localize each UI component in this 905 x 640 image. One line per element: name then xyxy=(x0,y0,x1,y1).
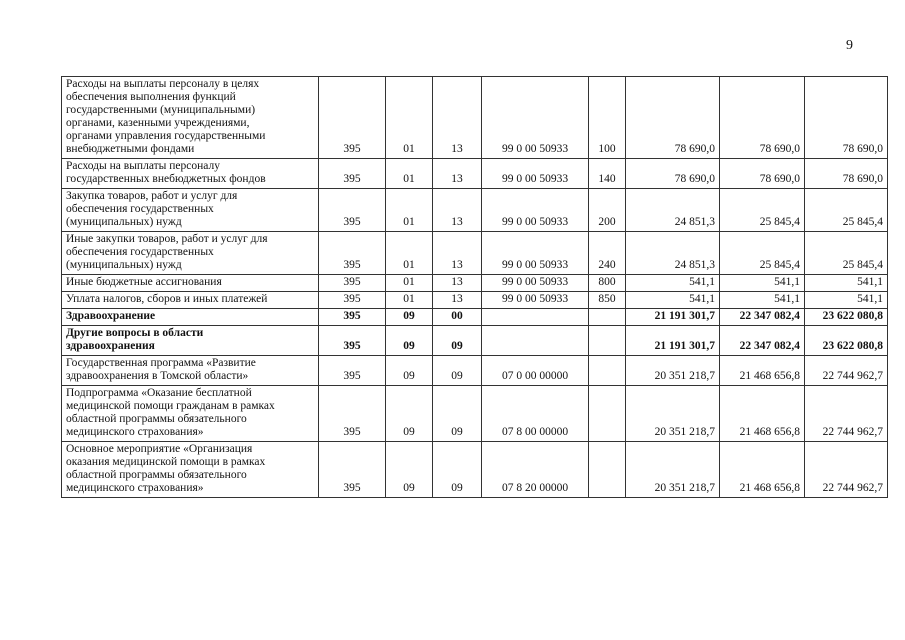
target-article-code: 07 8 20 00000 xyxy=(482,442,589,498)
amount-year-3: 541,1 xyxy=(805,292,888,309)
target-article-code: 99 0 00 50933 xyxy=(482,77,589,159)
expense-name: Иные бюджетные ассигнования xyxy=(66,276,222,288)
amount-year-3: 23 622 080,8 xyxy=(805,309,888,326)
subsection-code: 00 xyxy=(433,309,482,326)
amount-year-2: 78 690,0 xyxy=(720,77,805,159)
subsection-code: 13 xyxy=(433,77,482,159)
section-code: 01 xyxy=(386,232,433,275)
budget-table xyxy=(61,76,888,498)
expense-name: Государственная программа «Развитие здравоохранения в Томской области» xyxy=(66,357,256,382)
amount-year-1: 541,1 xyxy=(626,275,720,292)
expense-name-cell xyxy=(62,292,319,309)
target-article-code xyxy=(482,309,589,326)
amount-year-2: 541,1 xyxy=(720,275,805,292)
amount-year-1: 20 351 218,7 xyxy=(626,442,720,498)
expense-name: Иные закупки товаров, работ и услуг для обеспечения государственных (муниципальных) нужд xyxy=(66,233,268,271)
section-code: 09 xyxy=(386,386,433,442)
ministry-code: 395 xyxy=(319,356,386,386)
section-code: 01 xyxy=(386,275,433,292)
amount-year-3: 78 690,0 xyxy=(805,77,888,159)
target-article-code: 99 0 00 50933 xyxy=(482,292,589,309)
section-code: 01 xyxy=(386,159,433,189)
amount-year-3: 22 744 962,7 xyxy=(805,356,888,386)
amount-year-1: 21 191 301,7 xyxy=(626,309,720,326)
section-code: 09 xyxy=(386,309,433,326)
expense-type-code: 240 xyxy=(589,232,626,275)
section-code: 01 xyxy=(386,292,433,309)
subsection-code: 09 xyxy=(433,356,482,386)
target-article-code: 99 0 00 50933 xyxy=(482,189,589,232)
ministry-code: 395 xyxy=(319,159,386,189)
target-article-code: 07 0 00 00000 xyxy=(482,356,589,386)
table-row xyxy=(62,159,888,189)
amount-year-1: 24 851,3 xyxy=(626,232,720,275)
expense-name: Расходы на выплаты персоналу государственных внебюджетных фондов xyxy=(66,160,266,185)
expense-name-cell xyxy=(62,356,319,386)
target-article-code: 07 8 00 00000 xyxy=(482,386,589,442)
expense-type-code: 200 xyxy=(589,189,626,232)
table-row xyxy=(62,442,888,498)
amount-year-3: 23 622 080,8 xyxy=(805,326,888,356)
table-row xyxy=(62,189,888,232)
expense-name: Другие вопросы в области здравоохранения xyxy=(66,327,204,352)
amount-year-2: 21 468 656,8 xyxy=(720,442,805,498)
ministry-code: 395 xyxy=(319,189,386,232)
expense-name-cell xyxy=(62,77,319,159)
section-code: 01 xyxy=(386,189,433,232)
expense-name: Закупка товаров, работ и услуг для обеспечения государственных (муниципальных) нужд xyxy=(66,190,238,228)
table-row xyxy=(62,77,888,159)
expense-name-cell xyxy=(62,189,319,232)
table-row xyxy=(62,326,888,356)
target-article-code: 99 0 00 50933 xyxy=(482,232,589,275)
amount-year-3: 541,1 xyxy=(805,275,888,292)
expense-name-cell xyxy=(62,232,319,275)
amount-year-2: 78 690,0 xyxy=(720,159,805,189)
amount-year-2: 21 468 656,8 xyxy=(720,356,805,386)
expense-type-code xyxy=(589,442,626,498)
target-article-code: 99 0 00 50933 xyxy=(482,275,589,292)
amount-year-2: 22 347 082,4 xyxy=(720,309,805,326)
amount-year-2: 541,1 xyxy=(720,292,805,309)
amount-year-1: 20 351 218,7 xyxy=(626,386,720,442)
ministry-code: 395 xyxy=(319,326,386,356)
expense-type-code: 800 xyxy=(589,275,626,292)
expense-type-code xyxy=(589,326,626,356)
subsection-code: 13 xyxy=(433,275,482,292)
subsection-code: 13 xyxy=(433,292,482,309)
expense-type-code xyxy=(589,386,626,442)
amount-year-3: 25 845,4 xyxy=(805,189,888,232)
expense-type-code: 140 xyxy=(589,159,626,189)
amount-year-1: 20 351 218,7 xyxy=(626,356,720,386)
table-row xyxy=(62,275,888,292)
section-code: 09 xyxy=(386,326,433,356)
amount-year-2: 21 468 656,8 xyxy=(720,386,805,442)
amount-year-3: 25 845,4 xyxy=(805,232,888,275)
expense-type-code: 100 xyxy=(589,77,626,159)
expense-name-cell xyxy=(62,442,319,498)
page-number: 9 xyxy=(846,38,853,53)
table-row xyxy=(62,386,888,442)
section-code: 01 xyxy=(386,77,433,159)
expense-name-cell xyxy=(62,386,319,442)
expense-name-cell xyxy=(62,309,319,326)
ministry-code: 395 xyxy=(319,77,386,159)
expense-type-code xyxy=(589,356,626,386)
amount-year-1: 78 690,0 xyxy=(626,159,720,189)
table-row xyxy=(62,309,888,326)
expense-name: Подпрограмма «Оказание бесплатной медицинской помощи гражданам в рамках областной программы обязательного медицинского страхования» xyxy=(66,387,275,438)
subsection-code: 13 xyxy=(433,232,482,275)
target-article-code xyxy=(482,326,589,356)
amount-year-2: 22 347 082,4 xyxy=(720,326,805,356)
amount-year-2: 25 845,4 xyxy=(720,189,805,232)
amount-year-3: 22 744 962,7 xyxy=(805,386,888,442)
expense-name-cell xyxy=(62,275,319,292)
expense-name: Основное мероприятие «Организация оказания медицинской помощи в рамках областной программы обязательного медицинского страхования» xyxy=(66,443,266,494)
amount-year-3: 78 690,0 xyxy=(805,159,888,189)
section-code: 09 xyxy=(386,442,433,498)
expense-name: Уплата налогов, сборов и иных платежей xyxy=(66,293,268,305)
expense-name-cell xyxy=(62,326,319,356)
ministry-code: 395 xyxy=(319,386,386,442)
table-body xyxy=(62,77,888,498)
expense-type-code: 850 xyxy=(589,292,626,309)
expense-name: Здравоохранение xyxy=(66,310,156,322)
amount-year-1: 24 851,3 xyxy=(626,189,720,232)
subsection-code: 09 xyxy=(433,326,482,356)
section-code: 09 xyxy=(386,356,433,386)
table-row xyxy=(62,356,888,386)
expense-name: Расходы на выплаты персоналу в целях обеспечения выполнения функций государственными (муниципальными) органами, казенными учреждениями, органами управления государственными внебюджетными фондами xyxy=(66,78,266,155)
ministry-code: 395 xyxy=(319,309,386,326)
expense-type-code xyxy=(589,309,626,326)
target-article-code: 99 0 00 50933 xyxy=(482,159,589,189)
ministry-code: 395 xyxy=(319,292,386,309)
subsection-code: 13 xyxy=(433,159,482,189)
table-row xyxy=(62,292,888,309)
expense-name-cell xyxy=(62,159,319,189)
table-row xyxy=(62,232,888,275)
ministry-code: 395 xyxy=(319,232,386,275)
amount-year-1: 541,1 xyxy=(626,292,720,309)
subsection-code: 09 xyxy=(433,386,482,442)
amount-year-1: 78 690,0 xyxy=(626,77,720,159)
subsection-code: 09 xyxy=(433,442,482,498)
ministry-code: 395 xyxy=(319,275,386,292)
amount-year-3: 22 744 962,7 xyxy=(805,442,888,498)
amount-year-2: 25 845,4 xyxy=(720,232,805,275)
amount-year-1: 21 191 301,7 xyxy=(626,326,720,356)
subsection-code: 13 xyxy=(433,189,482,232)
ministry-code: 395 xyxy=(319,442,386,498)
